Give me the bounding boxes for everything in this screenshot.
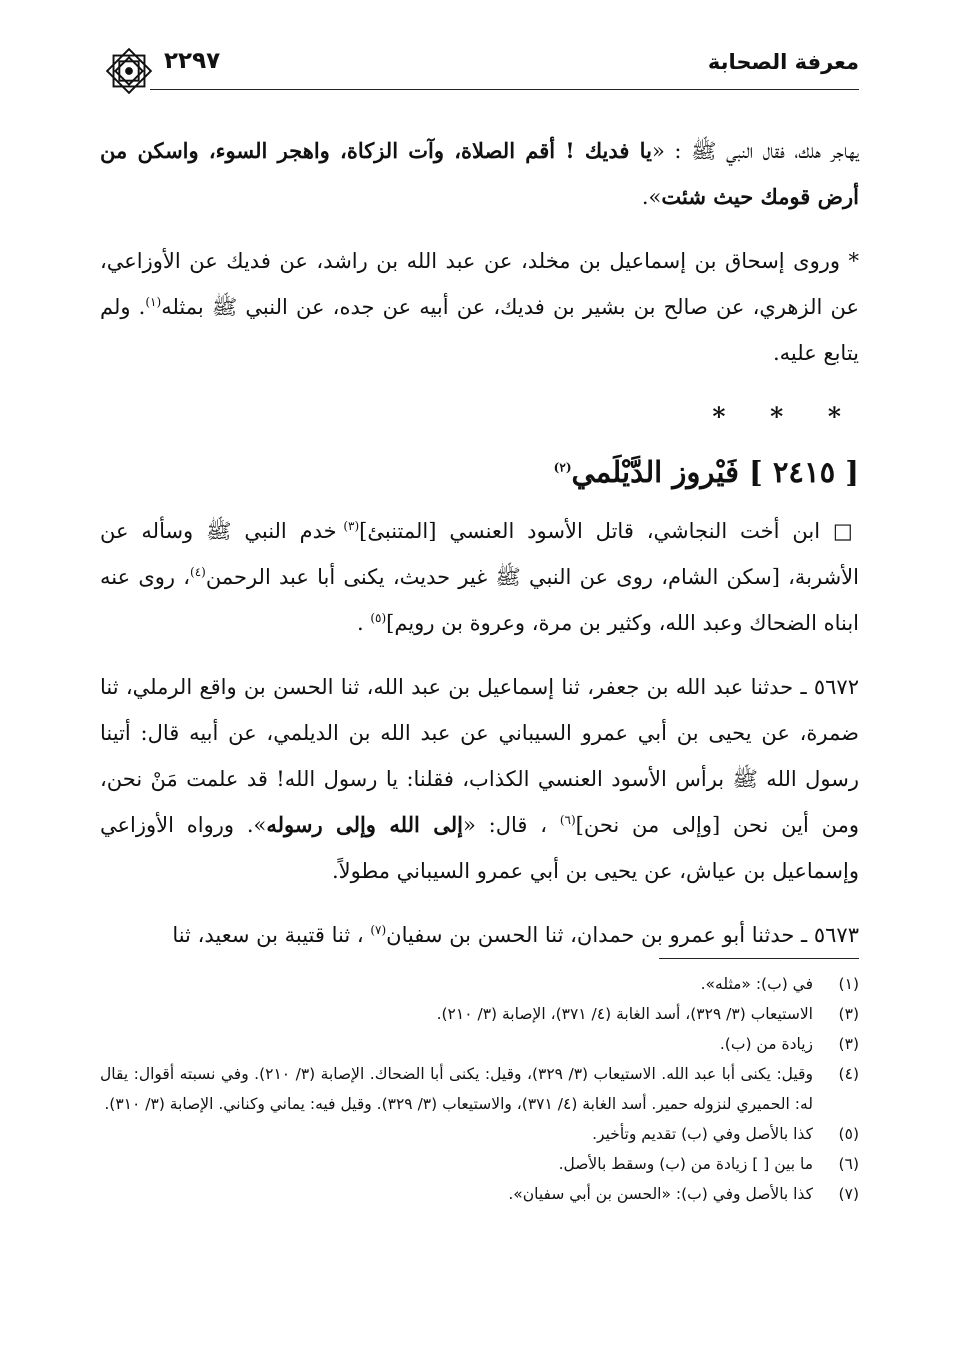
header-title: معرفة الصحابة — [707, 50, 859, 74]
footnote-ref-2[interactable]: (٢) — [553, 460, 572, 475]
footnotes — [100, 969, 859, 1209]
paragraph-4: ٥٦٧٢ ـ حدثنا عبد الله بن جعفر، ثنا إسماعيل بن عبد الله، ثنا الحسن بن واقع الرملي، ثنا ضمرة، عن يحيى بن أبي عمرو السيباني عن عبد الله بن الديلمي، عن أبيه قال: أتينا رسول الله ﷺ برأس الأسود العنسي الكذاب، فقلنا: يا رسول الله! قد علمت مَنْ نحن، ومن أين نحن [وإلى من نحن]$^{(٦)}$ ، قال: «إلى الله وإلى رسوله». ورواه الأوزاعي وإسماعيل بن عياش، عن يحيى بن أبي عمرو السيباني مطولاً. — [100, 675, 860, 883]
footnote-item: (١) في (ب): «مثله». — [700, 975, 859, 993]
footnote-item: (٥) كذا بالأصل وفي (ب) تقديم وتأخير. — [592, 1125, 859, 1143]
footnote-item: (٣) الاستيعاب (٣/ ٣٢٩)، أسد الغابة (٤/ ٣٧١)، الإصابة (٣/ ٢١٠). — [436, 1005, 859, 1023]
footnote-ref-1[interactable]: (١) — [145, 295, 162, 309]
hadith-quote-2: إلى الله وإلى رسوله — [266, 812, 464, 837]
footnote-ref-4[interactable]: (٤) — [190, 565, 206, 579]
header-rule — [150, 89, 859, 90]
footnote-ref-7[interactable]: (٧) — [370, 923, 387, 937]
paragraph-2: * وروى إسحاق بن إسماعيل بن مخلد، عن عبد الله بن راشد، عن فديك عن الأوزاعي، عن الزهري، عن صالح بن بشير بن فديك، عن أبيه عن جده، عن النبي ﷺ بمثله$^{(١)}$. ولم يتابع عليه. — [100, 249, 859, 365]
footnote-item: (٤) وقيل: يكنى أبا عبد الله. الاستيعاب (٣/ ٣٢٩)، وقيل: يكنى أبا الضحاك. الإصابة (٣/ ٢١٠). وفي نسبته أقوال: يقال له: الحميري لنزوله حمير. أسد الغابة (٤/ ٣٧١)، والاستيعاب (٣/ ٣٢٩). وقيل فيه: يماني وكناني. الإصابة (٣/ ٣١٠). — [100, 1065, 859, 1113]
footnote-item: (٦) ما بين [ ] زيادة من (ب) وسقط بالأصل. — [558, 1155, 859, 1173]
page-number: ٢٢٩٧ — [164, 48, 221, 74]
entry-heading: [ ٢٤١٥ ] فَيْروز الدَّيْلَمي$^{(٢)}$ — [553, 455, 859, 489]
footnote-item: (٣) زيادة من (ب). — [719, 1035, 859, 1053]
main-text — [100, 128, 859, 976]
footnote-ref-5[interactable]: (٥) — [370, 611, 387, 625]
paragraph-5: ٥٦٧٣ ـ حدثنا أبو عمرو بن حمدان، ثنا الحسن بن سفيان$^{(٧)}$ ، ثنا قتيبة بن سعيد، ثنا — [172, 923, 859, 947]
footnote-ref-6[interactable]: (٦) — [559, 813, 576, 827]
paragraph-3: □ ابن أخت النجاشي، قاتل الأسود العنسي [المتنبئ]$^{(٣)}$ خدم النبي ﷺ وسأله عن الأشربة، [سكن الشام، روى عن النبي ﷺ غير حديث، يكنى أبا عبد الرحمن$^{(٤)}$، روى عنه ابناه الضحاك وعبد الله، وكثير بن مرة، وعروة بن رويم]$^{(٥)}$ . — [100, 519, 859, 635]
footnote-rule — [659, 958, 859, 959]
section-separator: * * * — [712, 402, 859, 431]
running-header — [100, 48, 859, 88]
ornament-star-icon — [100, 42, 158, 100]
paragraph-1: يهاجر هلك، فقال النبي ﷺ : «يا فديك ! أقم الصلاة، وآت الزكاة، واهجر السوء، واسكن من أرض قومك حيث شئت». — [100, 138, 859, 209]
footnote-item: (٧) كذا بالأصل وفي (ب): «الحسن بن أبي سفيان». — [508, 1185, 859, 1203]
hadith-quote: يا فديك ! أقم الصلاة، وآت الزكاة، واهجر السوء، واسكن من أرض قومك حيث شئت — [100, 138, 859, 209]
footnote-ref-3[interactable]: (٣) — [343, 519, 360, 533]
